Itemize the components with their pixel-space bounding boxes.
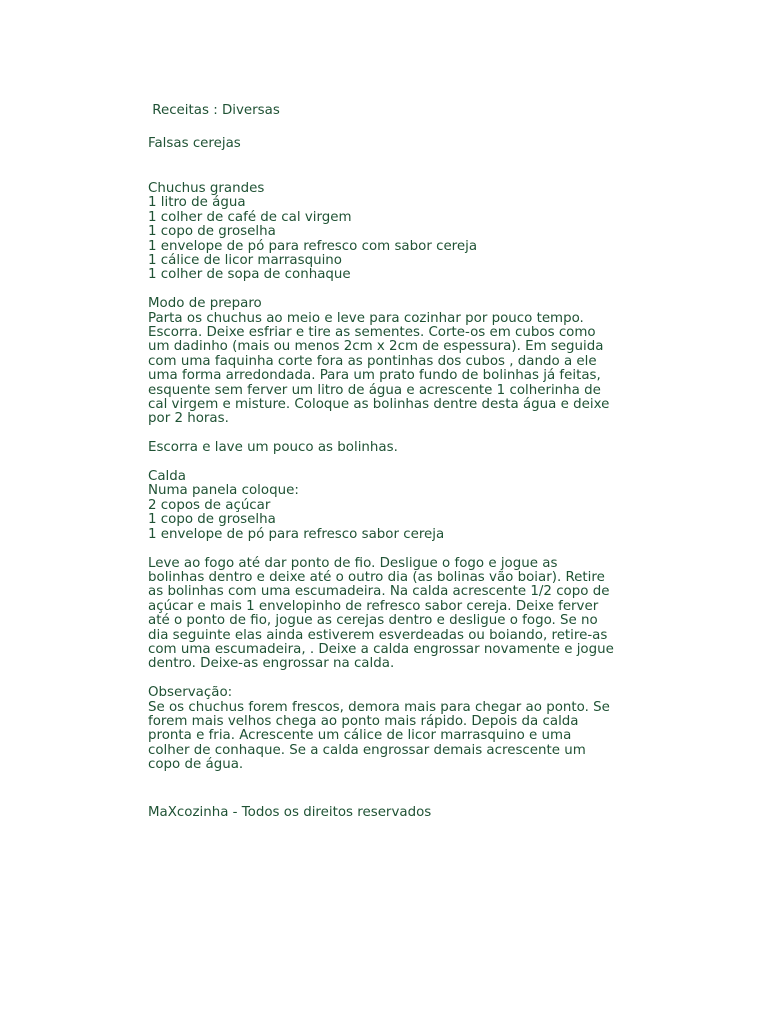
- leve-line: com uma escumadeira, . Deixe a calda engrossar novamente e jogue: [148, 641, 614, 657]
- footer-copyright: MaXcozinha - Todos os direitos reservados: [148, 805, 432, 820]
- preparo-heading: Modo de preparo: [148, 296, 262, 312]
- preparo-line: esquente sem ferver um litro de água e acrescente 1 colherinha de: [148, 382, 601, 398]
- calda-line: Numa panela coloque:: [148, 483, 299, 499]
- preparo-section: [148, 297, 708, 427]
- preparo-line: uma forma arredondada. Para um prato fundo de bolinhas já feitas,: [148, 368, 601, 384]
- ingredient-line: 1 colher de sopa de conhaque: [148, 267, 351, 283]
- preparo-line: Escorra. Deixe esfriar e tire as sementes. Corte-os em cubos como: [148, 325, 596, 341]
- leve-line: Leve ao fogo até dar ponto de fio. Desligue o fogo e jogue as: [148, 555, 558, 571]
- preparo-line: cal virgem e misture. Coloque as bolinhas dentre desta água e deixe: [148, 397, 610, 413]
- escorra-line: Escorra e lave um pouco as bolinhas.: [148, 440, 398, 456]
- observacao-line: copo de água.: [148, 757, 244, 773]
- leve-line: até o ponto de fio, jogue as cerejas dentro e desligue o fogo. Se no: [148, 613, 598, 629]
- leve-line: bolinhas dentro e deixe até o outro dia (as bolinas vão boiar). Retire: [148, 569, 605, 585]
- preparo-line: com uma faquinha corte fora as pontinhas dos cubos , dando a ele: [148, 353, 597, 369]
- observacao-heading: Observação:: [148, 685, 233, 701]
- calda-heading: Calda: [148, 469, 186, 485]
- ingredient-line: 1 copo de groselha: [148, 224, 276, 240]
- ingredient-line: 1 litro de água: [148, 195, 246, 211]
- recipe-content: [148, 182, 708, 787]
- ingredient-line: Chuchus grandes: [148, 181, 265, 196]
- leve-line: as bolinhas com uma escumadeira. Na calda acrescente 1/2 copo de: [148, 584, 610, 600]
- ingredient-line: 1 cálice de licor marrasquino: [148, 253, 342, 269]
- leve-section: [148, 557, 708, 672]
- observacao-section: [148, 686, 708, 772]
- preparo-line: Parta os chuchus ao meio e leve para cozinhar por pouco tempo.: [148, 310, 584, 326]
- calda-line: 2 copos de açúcar: [148, 497, 271, 513]
- preparo-line: um dadinho (mais ou menos 2cm x 2cm de espessura). Em seguida: [148, 339, 604, 355]
- section-header: Receitas : Diversas: [148, 103, 280, 118]
- observacao-line: pronta e fria. Acrescente um cálice de licor marrasquino e uma: [148, 728, 572, 744]
- leve-line: açúcar e mais 1 envelopinho de refresco sabor cereja. Deixe ferver: [148, 598, 599, 614]
- recipe-title: Falsas cerejas: [148, 136, 241, 151]
- leve-line: dia seguinte elas ainda estiverem esverdeadas ou boiando, retire-as: [148, 627, 608, 643]
- preparo-line: por 2 horas.: [148, 411, 229, 427]
- observacao-line: colher de conhaque. Se a calda engrossar demais acrescente um: [148, 742, 586, 758]
- calda-section: [148, 470, 708, 542]
- leve-line: dentro. Deixe-as engrossar na calda.: [148, 656, 395, 672]
- observacao-line: forem mais velhos chega ao ponto mais rápido. Depois da calda: [148, 713, 579, 729]
- ingredient-line: 1 envelope de pó para refresco com sabor cereja: [148, 238, 478, 254]
- escorra-section: [148, 441, 708, 455]
- ingredients-list: [148, 182, 708, 283]
- calda-line: 1 copo de groselha: [148, 512, 276, 528]
- observacao-line: Se os chuchus forem frescos, demora mais para chegar ao ponto. Se: [148, 699, 610, 715]
- ingredient-line: 1 colher de café de cal virgem: [148, 209, 352, 225]
- calda-line: 1 envelope de pó para refresco sabor cereja: [148, 526, 445, 542]
